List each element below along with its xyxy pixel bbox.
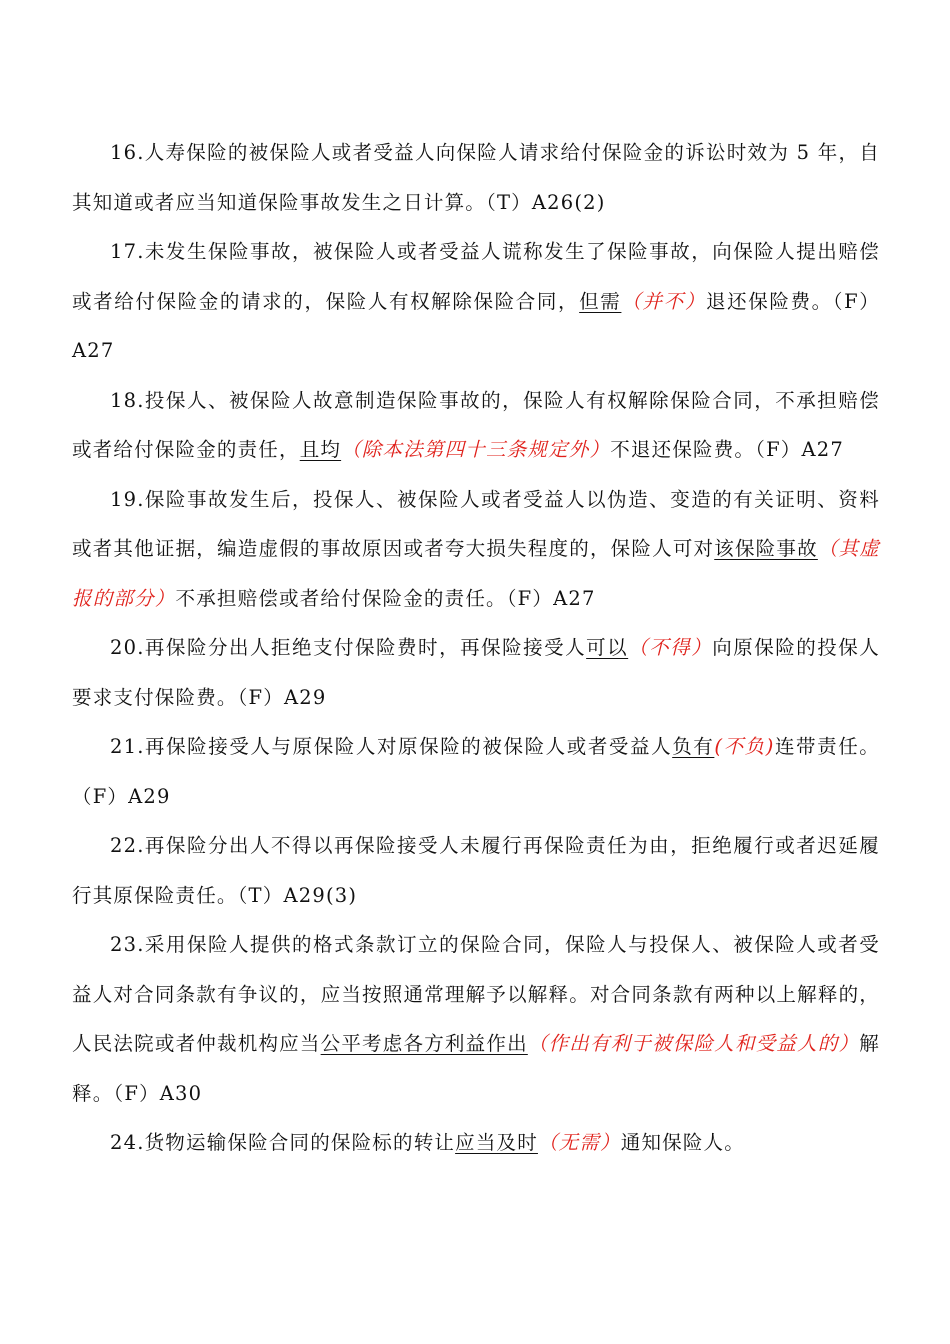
question-text: 22.再保险分出人不得以再保险接受人未履行再保险责任为由，拒绝履行或者迟延履行其原保险责任。（T）A29(3)	[72, 834, 880, 907]
question-paragraph	[72, 475, 880, 624]
correction-text: （其虚报的部分）	[72, 537, 880, 610]
question-text: 解释。（F）A30	[72, 1032, 880, 1105]
question-text: 16.人寿保险的被保险人或者受益人向保险人请求给付保险金的诉讼时效为 5 年，自其知道或者应当知道保险事故发生之日计算。（T）A26(2)	[72, 141, 880, 214]
question-paragraph	[72, 1118, 880, 1168]
underlined-phrase: 但需	[579, 289, 622, 313]
question-text: 17.未发生保险事故，被保险人或者受益人谎称发生了保险事故，向保险人提出赔偿或者给付保险金的请求的，保险人有权解除保险合同，	[72, 240, 880, 313]
question-text: 通知保险人。	[620, 1131, 745, 1154]
question-paragraph	[72, 227, 880, 376]
question-text: 连带责任。（F）A29	[72, 735, 880, 808]
question-text: 21.再保险接受人与原保险人对原保险的被保险人或者受益人	[110, 735, 673, 758]
correction-text: （并不）	[621, 289, 706, 313]
question-text: 退还保险费。（F）A27	[72, 289, 880, 362]
question-text: 20.再保险分出人拒绝支付保险费时，再保险接受人	[110, 636, 587, 659]
question-text: 不退还保险费。（F）A27	[610, 438, 844, 461]
question-text: 23.采用保险人提供的格式条款订立的保险合同，保险人与投保人、被保险人或者受益人对合同条款有争议的，应当按照通常理解予以解释。对合同条款有两种以上解释的，人民法院或者仲裁机构应当	[72, 933, 880, 1055]
underlined-phrase: 负有	[672, 735, 715, 758]
question-paragraph	[72, 623, 880, 722]
correction-text: （作出有利于被保险人和受益人的）	[527, 1032, 860, 1055]
underlined-phrase: 公平考虑各方利益作出	[320, 1032, 528, 1055]
document-page	[72, 128, 880, 1168]
correction-text: （不得）	[628, 636, 713, 659]
question-paragraph	[72, 128, 880, 227]
question-paragraph	[72, 376, 880, 475]
question-paragraph	[72, 722, 880, 821]
question-text: 19.保险事故发生后，投保人、被保险人或者受益人以伪造、变造的有关证明、资料或者其他证据，编造虚假的事故原因或者夸大损失程度的，保险人可对	[72, 487, 880, 560]
underlined-phrase: 应当及时	[455, 1131, 538, 1154]
underlined-phrase: 可以	[586, 636, 629, 659]
question-text: 向原保险的投保人要求支付保险费。（F）A29	[72, 636, 880, 709]
underlined-phrase: 该保险事故	[714, 537, 818, 560]
correction-text: (不负)	[714, 735, 775, 758]
question-text: 不承担赔偿或者给付保险金的责任。（F）A27	[175, 586, 596, 610]
correction-text: （无需）	[537, 1131, 621, 1154]
question-text: 24.货物运输保险合同的保险标的转让	[110, 1131, 456, 1154]
correction-text: （除本法第四十三条规定外）	[341, 438, 611, 461]
underlined-phrase: 且均	[299, 438, 342, 461]
question-paragraph	[72, 920, 880, 1118]
question-text: 18.投保人、被保险人故意制造保险事故的，保险人有权解除保险合同，不承担赔偿或者给付保险金的责任，	[72, 388, 880, 461]
question-paragraph	[72, 821, 880, 920]
